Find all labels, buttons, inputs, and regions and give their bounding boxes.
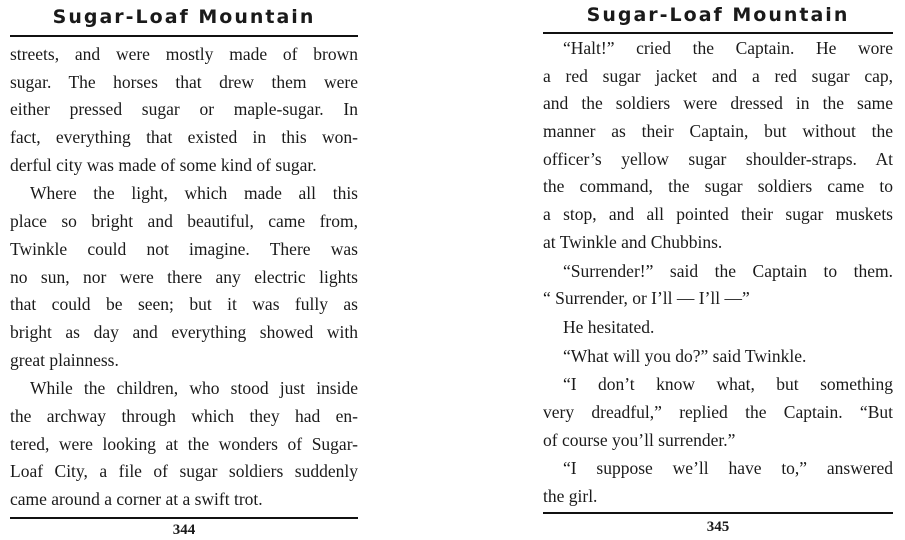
right-page bbox=[543, 0, 893, 540]
text-line: sugar. The horses that drew them were bbox=[10, 71, 358, 92]
text-line: and the soldiers were dressed in the same bbox=[543, 93, 893, 114]
text-line: “Surrender!” said the Captain to them. bbox=[563, 260, 893, 281]
page-body bbox=[543, 35, 893, 511]
footer-rule bbox=[10, 517, 358, 519]
page-number: 344 bbox=[172, 522, 196, 538]
left-page bbox=[10, 0, 358, 540]
running-header: Sugar-Loaf Mountain bbox=[52, 6, 316, 28]
text-line: “Halt!” cried the Captain. He wore bbox=[563, 38, 893, 58]
text-line: “What will you do?” said Twinkle. bbox=[563, 345, 807, 366]
text-line: at Twinkle and Chubbins. bbox=[543, 231, 723, 252]
text-line: the girl. bbox=[543, 486, 598, 506]
text-line: “I don’t know what, but something bbox=[563, 374, 893, 395]
text-line: either pressed sugar or maple-sugar. In bbox=[10, 99, 358, 120]
text-line: “ Surrender, or I’ll — I’ll —” bbox=[543, 288, 750, 309]
text-line: came around a corner at a swift trot. bbox=[10, 489, 263, 509]
text-line: the archway through which they had en- bbox=[10, 405, 358, 426]
text-line: manner as their Captain, but without the bbox=[543, 121, 893, 142]
text-line: While the children, who stood just inside bbox=[30, 378, 358, 399]
text-line: place so bright and beautiful, came from, bbox=[10, 211, 358, 232]
text-line: Twinkle could not imagine. There was bbox=[10, 238, 358, 259]
text-line: very dreadful,” replied the Captain. “But bbox=[543, 401, 893, 422]
text-line: bright as day and everything showed with bbox=[10, 321, 358, 342]
text-line: He hesitated. bbox=[563, 316, 655, 337]
text-line: streets, and were mostly made of brown bbox=[10, 44, 358, 64]
text-line: of course you’ll surrender.” bbox=[543, 429, 736, 450]
text-line: Where the light, which made all this bbox=[30, 183, 358, 204]
text-line: fact, everything that existed in this won- bbox=[10, 127, 358, 148]
text-line: great plainness. bbox=[10, 349, 119, 370]
running-header: Sugar-Loaf Mountain bbox=[586, 4, 850, 26]
text-line: “I suppose we’ll have to,” answered bbox=[563, 458, 893, 479]
text-line: no sun, nor were there any electric lights bbox=[10, 266, 358, 287]
header-rule bbox=[10, 35, 358, 37]
text-line: that could be seen; but it was fully as bbox=[10, 294, 358, 315]
text-line: officer’s yellow sugar shoulder-straps. At bbox=[543, 148, 893, 169]
text-line: a red sugar jacket and a red sugar cap, bbox=[543, 65, 893, 86]
page-body bbox=[10, 41, 358, 514]
page-number: 345 bbox=[706, 519, 730, 535]
header-rule bbox=[543, 32, 893, 34]
footer-rule bbox=[543, 512, 893, 514]
text-line: a stop, and all pointed their sugar muskets bbox=[543, 204, 893, 225]
text-line: tered, were looking at the wonders of Sugar- bbox=[10, 433, 358, 454]
text-line: Loaf City, a file of sugar soldiers suddenly bbox=[10, 461, 358, 482]
text-line: the command, the sugar soldiers came to bbox=[543, 176, 893, 197]
text-line: derful city was made of some kind of sugar. bbox=[10, 154, 317, 175]
